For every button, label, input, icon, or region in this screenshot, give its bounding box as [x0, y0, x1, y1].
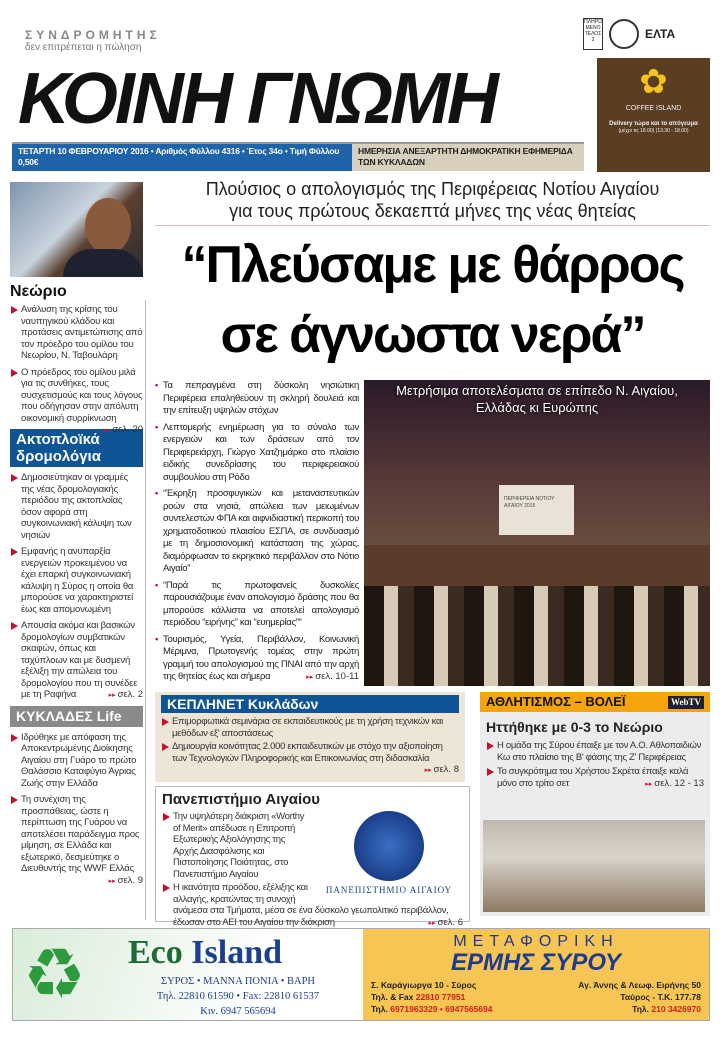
coffee-ad-name: COFFEE ISLAND	[625, 105, 682, 112]
eco-ad-phones: Τηλ. 22810 61590 • Fax: 22810 61537	[156, 991, 320, 1002]
bullet: • Τουρισμός, Υγεία, Περιβάλλον, Κοινωνική Μέριμνα, Πρωτογενής τομέας στην πρώτη γραμμή του απολογισμού της ΠΝΑΙ από την αρχή της θητείας έως και σήμερα ▸▸ σελ. 10-11	[155, 634, 359, 684]
postage-paid-stamp: ΠΛΗΡΩΜΕΝΟ ΤΕΛΟΣ 2	[583, 18, 603, 50]
lead-bullets	[155, 380, 359, 688]
ermis-addr-left: Σ. Καράγιωργα 10 - Σύρος	[371, 980, 477, 990]
neorio-title: Νεώριο	[10, 283, 67, 300]
neorio-photo	[10, 182, 143, 277]
recycle-icon: ♻	[23, 935, 86, 1013]
page-ref[interactable]: ▸▸ σελ. 20	[103, 424, 143, 437]
life-title: ΚΥΚΛΑΔΕΣ Life	[10, 706, 143, 727]
eco-ad-places: ΣΥΡΟΣ • ΜΑΝΝΑ ΠΟΝΙΑ • ΒΑΡΗ	[160, 976, 316, 987]
list-item: Το συγκρότημα του Χρήστου Σκρέτα έπαιξε καλά μόνο στο τρίτο σετ ▸▸ σελ. 12 - 13	[486, 766, 704, 789]
page-ref[interactable]: ▸▸ σελ. 8	[425, 764, 459, 777]
screen-text: ΠΕΡΙΦΕΡΕΙΑ ΝΟΤΙΟΥ ΑΙΓΑΙΟΥ 2015	[504, 496, 555, 509]
university-logo: ΠΑΝΕΠΙΣΤΗΜΙΟ ΑΙΓΑΙΟΥ	[315, 811, 463, 903]
eco-island-ad[interactable]	[13, 929, 363, 1020]
date-bar	[12, 142, 584, 171]
page-ref[interactable]: ▸▸ σελ. 2	[109, 689, 143, 702]
conference-photo	[364, 380, 710, 686]
list-item: Τη συνέχιση της προσπάθειας, ώστε η περίπτωση της Γυάρου να αποτελέσει παράδειγμα προς μίμηση, σε Ελλάδα και εξωτερικό, δεσμεύτηκε ο Διευθυντής της WWF Ελλάς ▸▸ σελ. 9	[10, 794, 143, 875]
bullet: • Τα πεπραγμένα στη δύσκολη νησιώτικη Περιφέρεια επαληθεύουν τη σκληρή δουλειά και την επίτευξη υψηλών στόχων	[155, 380, 359, 418]
page-ref[interactable]: ▸▸ σελ. 12 - 13	[645, 778, 704, 791]
headline-line: σε άγνωστα νερά”	[220, 306, 645, 364]
list-item: Δημιουργία κοινότητας 2.000 εκπαιδευτικών με στόχο την αξιοποίηση των Τεχνολογιών Πληροφορικής και Επικοινωνίας στη διδασκαλία ▸▸ σελ. 8	[161, 741, 459, 764]
ermis-tel-left: Τηλ. 6971963329 • 6947565694	[371, 1004, 493, 1014]
ermis-ad-name: ΕΡΜΗΣ ΣΥΡΟΥ	[450, 949, 622, 976]
circular-seal-icon	[609, 19, 639, 49]
left-column	[10, 182, 143, 887]
not-for-sale-label: δεν επιτρέπεται η πώληση	[25, 42, 142, 53]
column-divider	[145, 300, 146, 920]
keplhnet-title: ΚΕΠΛΗΝΕΤ Κυκλάδων	[161, 695, 459, 713]
coffee-ad-hours: (μέχρι τις 18.00) (13.30 - 18.00)	[618, 128, 689, 134]
coffee-island-ad[interactable]	[597, 58, 710, 172]
bullet: • “Έκρηξη προσφυγικών και μεταναστευτικών ροών στα νησιά, απώλεια των μειωμένων συντελεστών ΦΠΑ και αιφνιδιαστική περικοπή του χρηματοδοτικού πλαισίου ΕΣΠΑ, σε συνδυασμό με τη δημοσιονομική κατάσταση της χώρας, διαμόρφωσαν το εκρηκτικό περιβάλλον στο Νότιο Αιγαίο”	[155, 488, 359, 576]
masthead: ΚΟΙΝΗ ΓΝΩΜΗ	[18, 59, 496, 139]
tagline: ΗΜΕΡΗΣΙΑ ΑΝΕΞΑΡΤΗΤΗ ΔΗΜΟΚΡΑΤΙΚΗ ΕΦΗΜΕΡΙΔΑ ΤΩΝ ΚΥΚΛΑΔΩΝ	[352, 144, 584, 171]
list-item: Ο πρόεδρος του ομίλου μιλά για τις συνθήκες, τους συσχετισμούς και τους λόγους που οδήγησαν στην απόλυτη οικονομική συρρίκνωση ▸▸ σελ. 20	[10, 367, 143, 425]
list-item: Ανάλυση της κρίσης του ναυπηγικού κλάδου και προτάσεις αντιμετώπισης από τον πρόεδρο του ομίλου του Νεωρίου, Ν. Ταβουλάρη	[10, 304, 143, 362]
coffee-ad-delivery: Delivery τώρα και το απόγευμα	[609, 121, 698, 127]
list-item: Ιδρύθηκε με απόφαση της Αποκεντρωμένης Διοίκησης Αιγαίου στη Γυάρο το πρώτο Θαλάσσιο Καταφύγιο Άγριας Ζωής στην Ελλάδα	[10, 732, 143, 790]
lead-kicker	[155, 178, 710, 226]
ferries-title: Ακτοπλοϊκά δρομολόγια	[10, 429, 143, 467]
volleyball-photo	[483, 820, 705, 912]
elta-logo: ΕΛΤΑ	[645, 27, 676, 41]
kicker-line: Πλούσιος ο απολογισμός της Περιφέρειας Νοτίου Αιγαίου	[205, 179, 660, 199]
photo-caption: Μετρήσιμα αποτελέσματα σε επίπεδο Ν. Αιγαίου, Ελλάδας κι Ευρώπης	[396, 383, 678, 415]
issue-info: ΤΕΤΑΡΤΗ 10 ΦΕΒΡΟΥΑΡΙΟΥ 2016 • Αριθμός Φύλλου 4316 • Έτος 34ο • Τιμή Φύλλου 0,50€	[12, 144, 352, 171]
bullet: • Λεπτομερής ενημέρωση για το σύνολο των ενεργειών και των δράσεων από τον Περιφερειάρχη, Γιώργο Χατζημάρκο στο πλαίσιο ειδικής συνεδρίασης του περιφερειακού συμβουλίου στη Ρόδο	[155, 422, 359, 485]
list-item: Δημοσιεύτηκαν οι γραμμές της νέας δρομολογιακής περιόδου της ακτοπλοΐας όσον αφορά στη συγκοινωνιακή κάλυψη των νησιών	[10, 472, 143, 541]
eco-ad-mobile: Κιν. 6947 565694	[200, 1006, 276, 1017]
lead-headline	[155, 230, 710, 370]
bullet: • “Παρά τις πρωτοφανείς δυσκολίες παρουσιάζουμε έναν απολογισμό δράσης που θα μπορούσε κάλλιστα να αποτελεί απολογισμό περιόδου “ειρήνης” και “ευημερίας””	[155, 580, 359, 630]
bottom-ads	[12, 928, 710, 1021]
list-item: Εμφανής η ανυπαρξία ενεργειών προκειμένου να έχει επαρκή συγκοινωνιακή κάλυψη η Σύρος η οποία θα μπορούσε να χαρακτηριστεί έως και απομονωμένη	[10, 546, 143, 615]
kicker-line: για τους πρώτους δεκαεπτά μήνες της νέας θητείας	[229, 201, 636, 221]
keplhnet-box	[155, 692, 465, 782]
sports-title: Ηττήθηκε με 0-3 το Νεώριο	[486, 719, 663, 735]
list-item: Η ικανότητα προόδου, εξέλιξης και αλλαγής, κρατώντας τη συνοχή ανάμεσα στα Τμήματα, μέσα σε ένα δύσκολο γεωπολιτικό περιβάλλον, έδωσαν στο ΑΕΙ του Αιγαίου την διάκριση ▸▸ σελ. 6	[162, 882, 463, 928]
postal-stamps	[583, 18, 675, 50]
university-title: Πανεπιστήμιο Αιγαίου	[162, 791, 321, 808]
ermis-addr-right: Αγ. Άννης & Λεωφ. Ειρήνης 50	[578, 980, 701, 990]
ermis-ad-line1: ΜΕΤΑΦΟΡΙΚΗ	[453, 933, 619, 950]
sports-header	[480, 692, 710, 712]
ermis-city: Ταύρος - Τ.Κ. 177.78	[620, 992, 701, 1002]
list-item: Απουσία ακόμα και βασικών δρομολογίων συμβατικών σκαφών, όπως και ταχύπλοων και με δυσμενή εξέλιξη την απώλεια του δρομολογίου που τη συνέδεε με τη Ραφήνα ▸▸ σελ. 2	[10, 620, 143, 701]
list-item: Η ομάδα της Σύρου έπαιξε με τον Α.Ο. Αθλοπαιδιών Κω στο πλαίσιο της Β' φάσης της Ζ' Περιφέρειας	[486, 740, 704, 763]
list-item: Την υψηλότερη διάκριση «Worthy of Merit» απέδωσε η Επιτροπή Εξωτερικής Αξιολόγησης της Αρχής Διασφάλισης και Πιστοποίησης Ποιότητας, στο Πανεπιστήμιο Αιγαίου	[162, 811, 463, 880]
page-ref[interactable]: ▸▸ σελ. 10-11	[306, 671, 359, 685]
sports-box	[480, 692, 710, 916]
webtv-badge[interactable]: WebTV	[668, 696, 704, 709]
sports-section: ΑΘΛΗΤΙΣΜΟΣ – ΒΟΛΕΪ	[486, 694, 626, 709]
headline-line: “Πλεύσαμε με θάρρος	[181, 236, 684, 294]
ermis-tel-right: Τηλ. 210 3426970	[632, 1004, 701, 1014]
eco-ad-name: Eco Island	[128, 934, 283, 971]
page-ref[interactable]: ▸▸ σελ. 6	[429, 917, 463, 930]
ermis-fax: Τηλ. & Fax 22810 77951	[371, 992, 466, 1002]
university-box	[155, 786, 470, 928]
list-item: Επιμορφωτικά σεμινάρια σε εκπαιδευτικούς με τη χρήση τεχνικών και μεθόδων εξ' αποστάσεως	[161, 716, 459, 739]
flower-logo-icon: ✿	[639, 63, 668, 101]
page-ref[interactable]: ▸▸ σελ. 9	[109, 875, 143, 888]
subscriber-label: ΣΥΝΔΡΟΜΗΤΗΣ	[25, 28, 161, 42]
ermis-ad[interactable]	[363, 929, 709, 1020]
